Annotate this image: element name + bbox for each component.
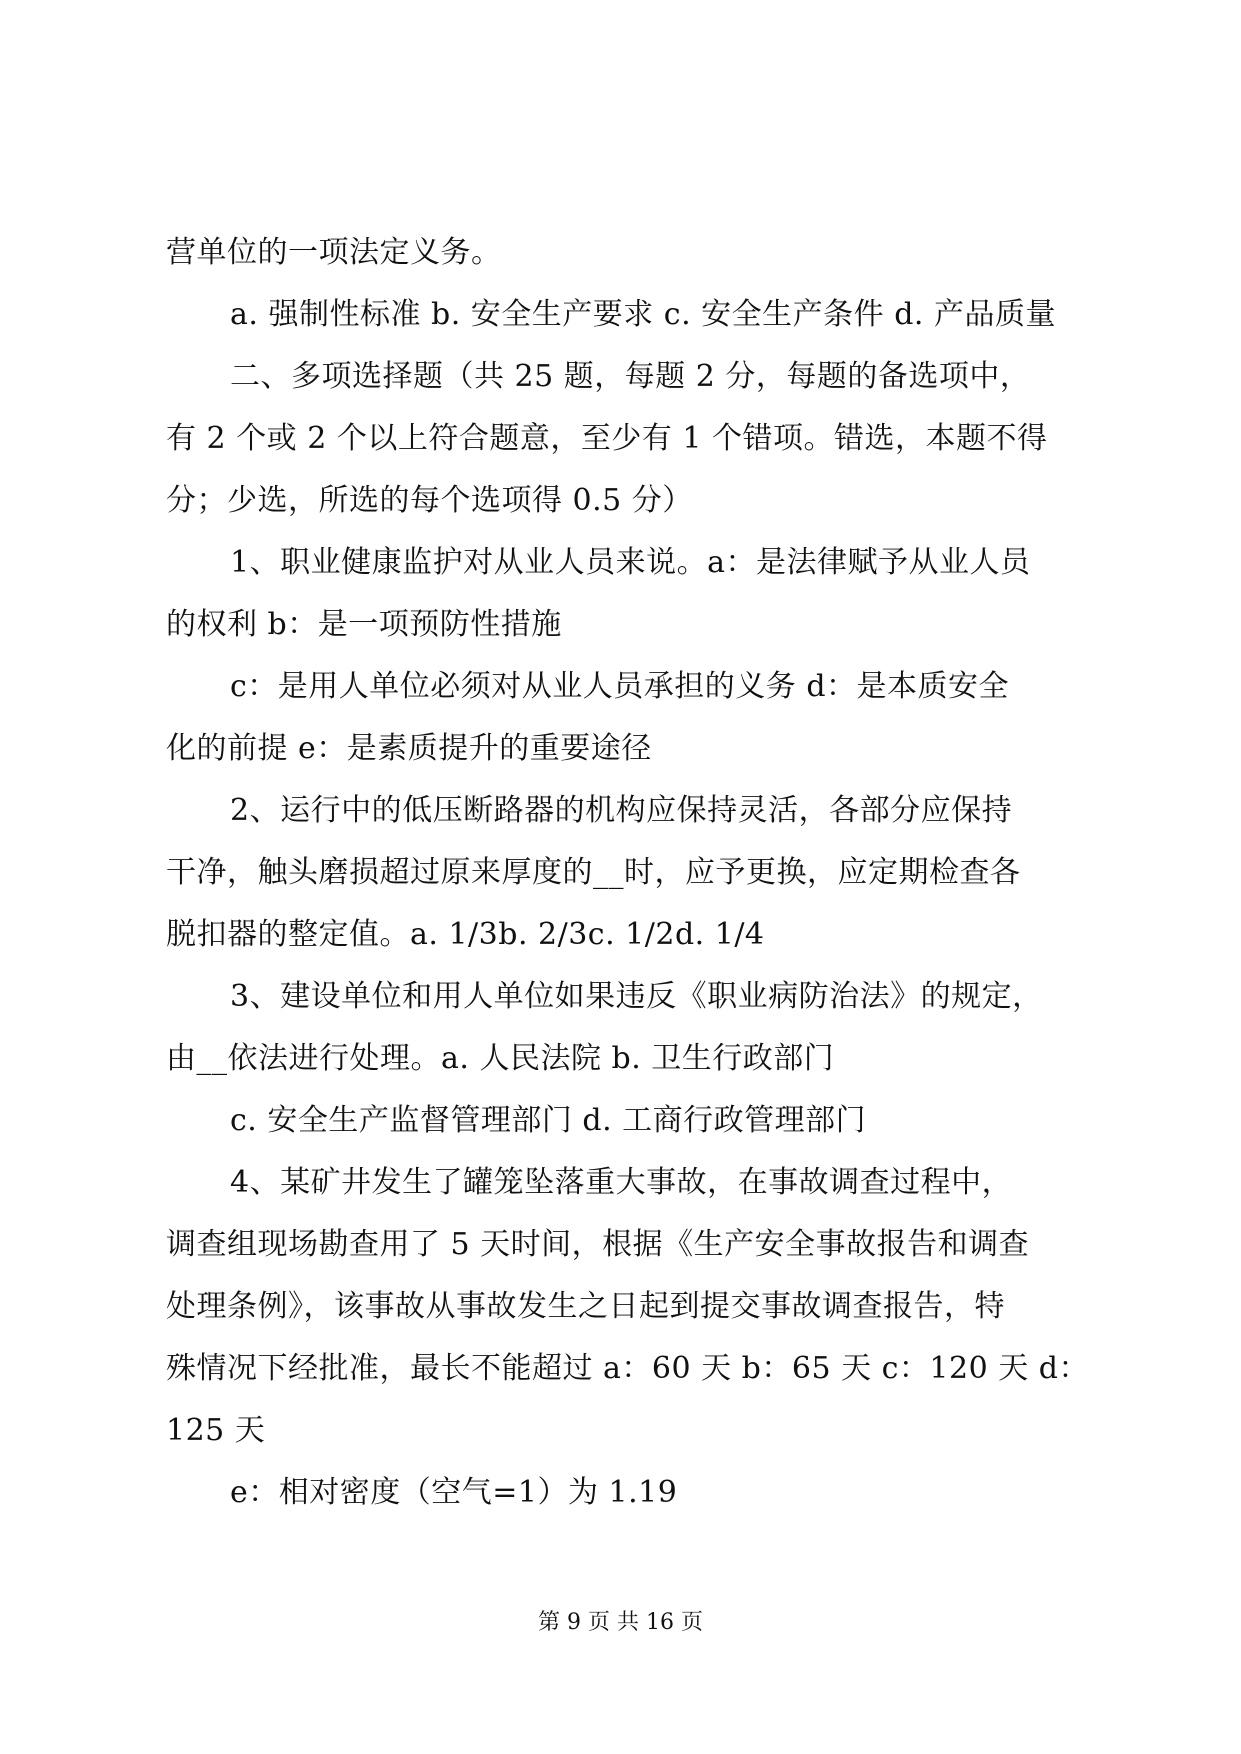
text-line: 由__依法进行处理。a. 人民法院 b. 卫生行政部门	[166, 1041, 835, 1076]
document-body	[166, 222, 1089, 1524]
question-3: 3、建设单位和用人单位如果违反《职业病防治法》的规定，	[230, 979, 1043, 1014]
text-line: a. 强制性标准 b. 安全生产要求 c. 安全生产条件 d. 产品质量	[230, 297, 1056, 332]
text-line: 有 2 个或 2 个以上符合题意，至少有 1 个错项。错选，本题不得	[166, 421, 1048, 456]
text-line: 125 天	[166, 1413, 266, 1448]
text-line: 处理条例》，该事故从事故发生之日起到提交事故调查报告，特	[166, 1289, 1005, 1324]
page-footer: 第 9 页 共 16 页	[538, 1610, 703, 1635]
text-line: 调查组现场勘查用了 5 天时间，根据《生产安全事故报告和调查	[166, 1227, 1030, 1262]
text-line: 分；少选，所选的每个选项得 0.5 分）	[166, 483, 693, 518]
question-2: 2、运行中的低压断路器的机构应保持灵活，各部分应保持	[230, 793, 1013, 828]
text-line: 营单位的一项法定义务。	[166, 235, 502, 270]
text-line: 脱扣器的整定值。a. 1/3b. 2/3c. 1/2d. 1/4	[166, 917, 765, 952]
section-heading: 二、多项选择题（共 25 题，每题 2 分，每题的备选项中，	[230, 359, 1031, 394]
text-line: 的权利 b：是一项预防性措施	[166, 607, 562, 642]
question-1: 1、职业健康监护对从业人员来说。a：是法律赋予从业人员	[230, 545, 1031, 580]
text-line: c：是用人单位必须对从业人员承担的义务 d：是本质安全	[230, 669, 1010, 704]
question-4: 4、某矿井发生了罐笼坠落重大事故，在事故调查过程中，	[230, 1165, 1013, 1200]
text-line: 殊情况下经批准，最长不能超过 a：60 天 b：65 天 c：120 天 d：	[166, 1351, 1089, 1386]
text-line: 干净，触头磨损超过原来厚度的__时，应予更换，应定期检查各	[166, 855, 1021, 890]
text-line: c. 安全生产监督管理部门 d. 工商行政管理部门	[230, 1103, 867, 1138]
text-line: 化的前提 e：是素质提升的重要途径	[166, 731, 652, 766]
text-line: e：相对密度（空气=1）为 1.19	[230, 1475, 678, 1510]
